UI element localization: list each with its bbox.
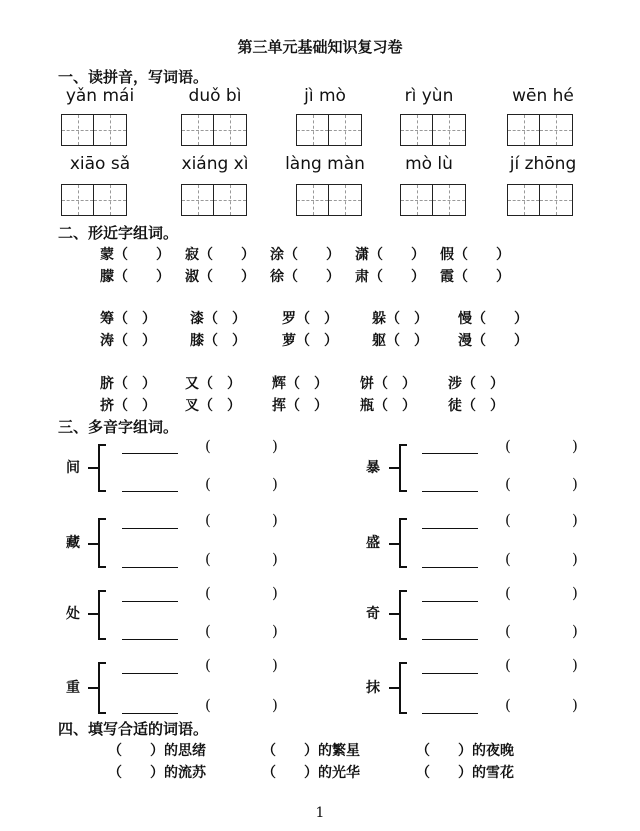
similar-char-item: 漆（ ） [190, 311, 246, 327]
polyphonic-char: 奇 [366, 606, 380, 622]
polyphonic-char: 间 [66, 460, 80, 476]
paren-close: ) [572, 511, 578, 529]
answer-blank[interactable] [122, 712, 178, 714]
similar-char-item: 挤（ ） [100, 398, 156, 414]
paren-open: ( [505, 550, 511, 568]
paren-close: ) [272, 656, 278, 674]
paren-open: ( [205, 511, 211, 529]
section-1-heading: 一、读拼音，写词语。 [58, 68, 209, 86]
similar-char-item: 涉（ ） [448, 376, 504, 392]
similar-char-item: 又（ ） [185, 376, 241, 392]
similar-char-item: 朦（ ） [100, 269, 170, 285]
polyphonic-char: 盛 [366, 535, 380, 551]
answer-blank[interactable] [422, 527, 478, 529]
writing-grid[interactable] [507, 114, 573, 146]
writing-grid[interactable] [296, 184, 362, 216]
similar-char-item: 瓶（ ） [360, 398, 416, 414]
similar-char-item: 寂（ ） [185, 247, 255, 263]
paren-close: ) [572, 550, 578, 568]
polyphonic-char: 藏 [66, 535, 80, 551]
similar-char-item: 徒（ ） [448, 398, 504, 414]
paren-close: ) [572, 622, 578, 640]
paren-close: ) [272, 437, 278, 455]
fill-item: （ ）的夜晚 [416, 743, 514, 759]
brace [399, 662, 407, 714]
section-2-heading: 二、形近字组词。 [58, 224, 179, 242]
answer-blank[interactable] [422, 712, 478, 714]
similar-char-item: 挥（ ） [272, 398, 328, 414]
answer-blank[interactable] [422, 600, 478, 602]
answer-blank[interactable] [422, 638, 478, 640]
polyphonic-char: 处 [66, 606, 80, 622]
paren-open: ( [505, 622, 511, 640]
similar-char-item: 罗（ ） [282, 311, 338, 327]
pinyin-1-4: rì yùn [404, 86, 454, 106]
similar-char-item: 潇（ ） [355, 247, 425, 263]
paren-close: ) [272, 696, 278, 714]
similar-char-item: 假（ ） [440, 247, 510, 263]
answer-blank[interactable] [122, 490, 178, 492]
similar-char-item: 涛（ ） [100, 333, 156, 349]
brace [98, 662, 106, 714]
answer-blank[interactable] [122, 672, 178, 674]
pinyin-1-1: yǎn mái [65, 86, 135, 106]
similar-char-item: 萝（ ） [282, 333, 338, 349]
pinyin-2-4: mò lù [405, 154, 453, 174]
similar-char-item: 饼（ ） [360, 376, 416, 392]
answer-blank[interactable] [422, 452, 478, 454]
paren-open: ( [205, 656, 211, 674]
fill-item: （ ）的雪花 [416, 765, 514, 781]
similar-char-item: 辉（ ） [272, 376, 328, 392]
similar-char-item: 躯（ ） [372, 333, 428, 349]
brace [399, 444, 407, 492]
paren-open: ( [505, 511, 511, 529]
paren-open: ( [505, 696, 511, 714]
brace-stub [88, 613, 98, 615]
paren-close: ) [572, 696, 578, 714]
section-4-heading: 四、填写合适的词语。 [58, 720, 209, 738]
paren-open: ( [505, 584, 511, 602]
section-3-heading: 三、多音字组词。 [58, 418, 179, 436]
brace-stub [389, 467, 399, 469]
pinyin-1-5: wēn hé [512, 86, 574, 106]
paren-close: ) [272, 550, 278, 568]
similar-char-item: 慢（ ） [458, 311, 528, 327]
paren-close: ) [272, 511, 278, 529]
writing-grid[interactable] [296, 114, 362, 146]
brace [98, 590, 106, 640]
pinyin-1-3: jì mò [304, 86, 346, 106]
writing-grid[interactable] [61, 114, 127, 146]
writing-grid[interactable] [400, 184, 466, 216]
similar-char-item: 脐（ ） [100, 376, 156, 392]
brace [399, 590, 407, 640]
similar-char-item: 霞（ ） [440, 269, 510, 285]
similar-char-item: 肃（ ） [355, 269, 425, 285]
pinyin-1-2: duǒ bì [188, 86, 242, 106]
paren-close: ) [572, 475, 578, 493]
brace [98, 518, 106, 568]
brace [399, 518, 407, 568]
answer-blank[interactable] [122, 452, 178, 454]
brace-stub [88, 543, 98, 545]
answer-blank[interactable] [122, 566, 178, 568]
polyphonic-char: 重 [66, 680, 80, 696]
fill-item: （ ）的思绪 [108, 743, 206, 759]
pinyin-2-1: xiāo sǎ [69, 154, 131, 174]
pinyin-2-3: làng màn [285, 154, 365, 174]
paren-open: ( [205, 696, 211, 714]
pinyin-2-2: xiáng xì [181, 154, 249, 174]
brace [98, 444, 106, 492]
answer-blank[interactable] [422, 672, 478, 674]
similar-char-item: 涂（ ） [270, 247, 340, 263]
page-number: 1 [315, 805, 325, 821]
paren-open: ( [205, 550, 211, 568]
answer-blank[interactable] [122, 600, 178, 602]
polyphonic-char: 抹 [366, 680, 380, 696]
paren-close: ) [572, 584, 578, 602]
fill-item: （ ）的流苏 [108, 765, 206, 781]
similar-char-item: 淑（ ） [185, 269, 255, 285]
brace-stub [88, 687, 98, 689]
similar-char-item: 筹（ ） [100, 311, 156, 327]
paren-open: ( [205, 622, 211, 640]
paren-open: ( [505, 475, 511, 493]
fill-item: （ ）的繁星 [262, 743, 360, 759]
paren-close: ) [272, 622, 278, 640]
writing-grid[interactable] [61, 184, 127, 216]
paren-open: ( [205, 475, 211, 493]
paren-close: ) [272, 475, 278, 493]
page-title: 第三单元基础知识复习卷 [237, 38, 403, 56]
paren-open: ( [205, 437, 211, 455]
answer-blank[interactable] [422, 566, 478, 568]
similar-char-item: 漫（ ） [458, 333, 528, 349]
brace-stub [389, 543, 399, 545]
paren-close: ) [572, 437, 578, 455]
paren-open: ( [205, 584, 211, 602]
similar-char-item: 躲（ ） [372, 311, 428, 327]
answer-blank[interactable] [122, 638, 178, 640]
pinyin-2-5: jí zhōng [509, 154, 577, 174]
polyphonic-char: 暴 [366, 460, 380, 476]
answer-blank[interactable] [122, 527, 178, 529]
writing-grid[interactable] [181, 114, 247, 146]
writing-grid[interactable] [507, 184, 573, 216]
fill-item: （ ）的光华 [262, 765, 360, 781]
similar-char-item: 徐（ ） [270, 269, 340, 285]
writing-grid[interactable] [400, 114, 466, 146]
similar-char-item: 叉（ ） [185, 398, 241, 414]
paren-close: ) [272, 584, 278, 602]
answer-blank[interactable] [422, 490, 478, 492]
paren-close: ) [572, 656, 578, 674]
paren-open: ( [505, 656, 511, 674]
similar-char-item: 膝（ ） [190, 333, 246, 349]
brace-stub [88, 467, 98, 469]
brace-stub [389, 613, 399, 615]
paren-open: ( [505, 437, 511, 455]
writing-grid[interactable] [181, 184, 247, 216]
similar-char-item: 蒙（ ） [100, 247, 170, 263]
brace-stub [389, 687, 399, 689]
